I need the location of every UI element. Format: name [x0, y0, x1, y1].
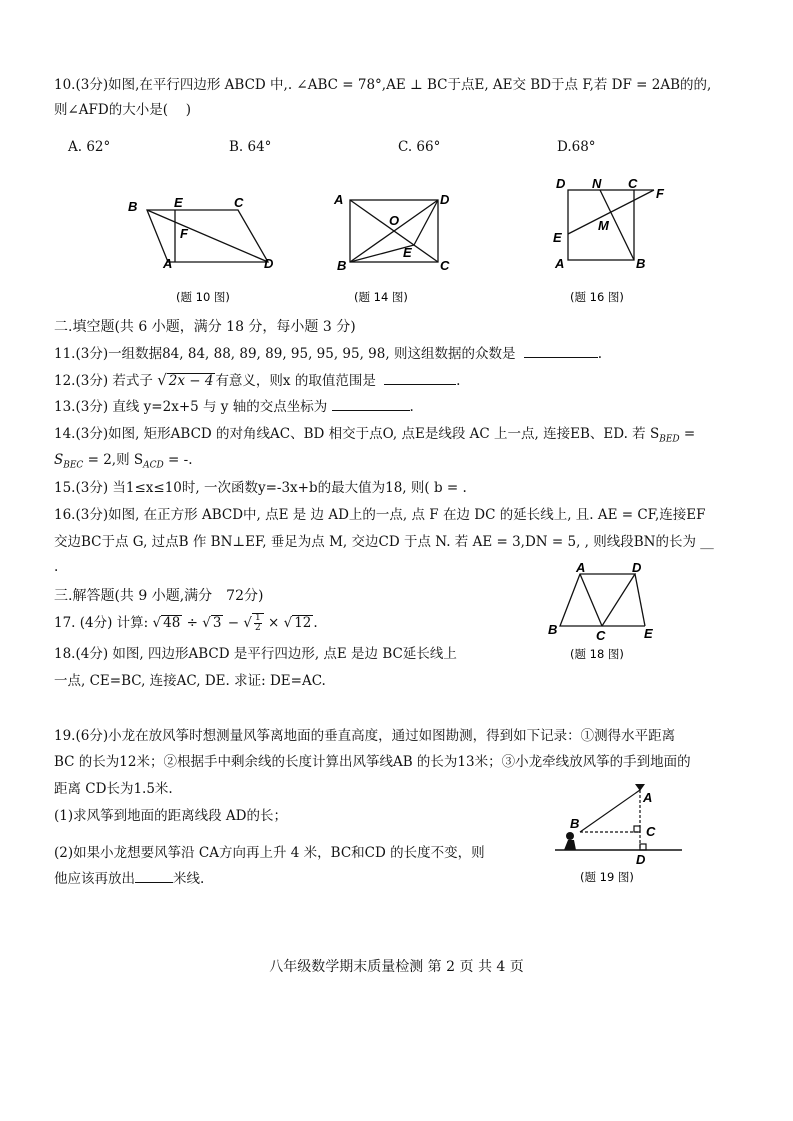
q18-line1: 18.(4分) 如图, 四边形ABCD 是平行四边形, 点E 是边 BC延长线上	[54, 646, 457, 662]
q14-line2-mid: = 2,则 S	[83, 452, 144, 468]
q11-answer-blank[interactable]	[524, 345, 598, 358]
q17-pre: 17. (4分) 计算:	[54, 615, 153, 631]
q19-line1: 19.(6分)小龙在放风筝时想测量风筝离地面的垂直高度，通过如图勘测，得到如下记录：①测得水平距离	[54, 728, 676, 744]
fig16-label-d: D	[556, 176, 566, 191]
q19-part2b-pre: 他应该再放出	[54, 871, 135, 887]
fig14-label-a: A	[334, 192, 344, 207]
fig16-caption: (题 16 图)	[570, 290, 624, 304]
fig18-label-a: A	[576, 562, 586, 575]
q12-post: 有意义，则x 的取值范围是	[215, 373, 376, 389]
q16-line2: 交边BC于点 G, 过点B 作 BN⊥EF, 垂足为点 M, 交边CD 于点 N. 若 AE = 3,DN = 5, , 则线段BN的长为 __	[54, 534, 714, 550]
fig18-label-d: D	[632, 562, 642, 575]
fig18-label-e: E	[644, 626, 653, 641]
q17-frac-num: 1	[254, 613, 261, 623]
person-icon	[564, 832, 576, 850]
figure-18	[540, 562, 670, 662]
fig10-label-c: C	[234, 195, 244, 210]
q17: 17. (4分) 计算: √ 48 ÷ √ 3 − √ $\frac{1}{2}$ × √ 12 .	[54, 613, 318, 633]
fig10-label-b: B	[128, 199, 138, 214]
section-3-heading: 三.解答题(共 9 小题,满分 72分)	[54, 588, 264, 604]
q11: 11.(3分)一组数据84, 84, 88, 89, 89, 95, 95, 95, 98, 则这组数据的众数是 .	[54, 346, 603, 362]
fig18-label-c: C	[596, 628, 606, 643]
q17-div: ÷	[182, 615, 203, 631]
q10-option-c: C. 66°	[398, 139, 441, 155]
q10-option-a: A. 62°	[68, 139, 111, 155]
section-2-heading: 二.填空题(共 6 小题，满分 18 分，每小题 3 分)	[54, 319, 356, 335]
q17-end: .	[313, 615, 318, 631]
q14-sub-bed: BED	[659, 434, 680, 445]
fig19-label-c: C	[646, 824, 656, 839]
fig10-label-d: D	[264, 256, 274, 271]
q19-line3: 距离 CD长为1.5米.	[54, 781, 173, 797]
q14-line2	[54, 451, 193, 475]
q19-part2b-post: 米线.	[173, 871, 205, 887]
q14-line2-s: S	[54, 452, 64, 468]
q13-answer-blank[interactable]	[332, 398, 410, 411]
fig14-label-o: O	[389, 213, 400, 228]
figures-row	[0, 170, 793, 310]
fig10-caption: (题 10 图)	[176, 290, 230, 304]
q17-radicand-48: 48	[163, 615, 181, 631]
q17-radicand-12: 12	[294, 615, 312, 631]
fig18-caption: (题 18 图)	[570, 647, 624, 661]
page-footer: 八年级数学期末质量检测 第 2 页 共 4 页	[269, 959, 524, 975]
q13-text: 13.(3分) 直线 y=2x+5 与 y 轴的交点坐标为	[54, 399, 328, 415]
q16-line3: .	[54, 559, 59, 575]
q16-line1: 16.(3分)如图, 在正方形 ABCD中, 点E 是 边 AD上的一点, 点 F 在边 DC 的延长线上, 且. AE = CF,连接EF	[54, 507, 706, 523]
fig19-label-d: D	[636, 852, 646, 867]
q12-pre: 12.(3分) 若式子	[54, 373, 158, 389]
fig10-label-f: F	[180, 226, 188, 241]
q12-answer-blank[interactable]	[384, 372, 456, 385]
q17-frac-den: 2	[254, 623, 261, 633]
q19-part2b	[54, 870, 204, 888]
q14-line1	[54, 425, 695, 449]
q11-text: 11.(3分)一组数据84, 84, 88, 89, 89, 95, 95, 95, 98, 则这组数据的众数是	[54, 346, 516, 362]
fig19-caption: (题 19 图)	[580, 870, 634, 884]
fig16-label-m: M	[598, 218, 609, 233]
fig14-caption: (题 14 图)	[354, 290, 408, 304]
fig19-label-b: B	[570, 816, 580, 831]
q19-answer-blank[interactable]	[135, 870, 173, 883]
fig10-label-a: A	[163, 256, 173, 271]
q14-line1-end: =	[679, 426, 696, 442]
figure-19	[550, 778, 690, 888]
q10-line1: 10.(3分)如图,在平行四边形 ABCD 中,. ∠ABC = 78°,AE ⊥ BC于点E, AE交 BD于点 F,若 DF = 2AB的的,	[54, 77, 712, 93]
figure-16	[568, 190, 654, 260]
fig16-label-e: E	[553, 230, 562, 245]
q19-part2a: (2)如果小龙想要风筝沿 CA方向再上升 4 米，BC和CD 的长度不变，则	[54, 845, 485, 861]
q12: 12.(3分) 若式子 √ 2x − 4 有意义，则x 的取值范围是 .	[54, 371, 461, 389]
q13: 13.(3分) 直线 y=2x+5 与 y 轴的交点坐标为 .	[54, 399, 414, 415]
fig14-label-c: C	[440, 258, 450, 273]
fig18-label-b: B	[548, 622, 558, 637]
q17-times: ×	[263, 615, 284, 631]
q15: 15.(3分) 当1≤x≤10时, 一次函数y=-3x+b的最大值为18, 则( b = .	[54, 480, 467, 496]
q17-fraction	[254, 614, 262, 633]
fig16-label-c: C	[628, 176, 638, 191]
q10-option-d: D.68°	[557, 139, 596, 155]
q12-radicand: 2x − 4	[168, 373, 214, 389]
q18-line2: 一点, CE=BC, 连接AC, DE. 求证: DE=AC.	[54, 673, 326, 689]
q10-option-b: B. 64°	[229, 139, 272, 155]
q14-sub-acd: ACD	[143, 460, 164, 471]
q14-line1-text: 14.(3分)如图, 矩形ABCD 的对角线AC、BD 相交于点O, 点E是线段 AC 上一点, 连接EB、ED. 若 S	[54, 426, 660, 442]
q17-minus: −	[223, 615, 244, 631]
q19-line2: BC 的长为12米；②根据手中剩余线的长度计算出风筝线AB 的长为13米；③小龙牵线放风筝的手到地面的	[54, 754, 691, 770]
q14-sub-bec: BEC	[63, 460, 84, 471]
fig10-label-e: E	[174, 195, 183, 210]
q14-line2-end: = -.	[163, 452, 193, 468]
fig16-label-b: B	[636, 256, 646, 271]
fig14-label-e: E	[403, 245, 412, 260]
figure-10	[147, 210, 268, 262]
fig14-label-d: D	[440, 192, 450, 207]
fig16-label-n: N	[592, 176, 602, 191]
figure-14	[350, 200, 438, 262]
q19-part1: (1)求风筝到地面的距离线段 AD的长；	[54, 808, 287, 824]
q17-radicand-3: 3	[212, 615, 222, 631]
fig19-label-a: A	[643, 790, 653, 805]
fig16-label-f: F	[656, 186, 664, 201]
q10-line2: 则∠AFD的大小是( )	[54, 102, 192, 118]
fig14-label-b: B	[337, 258, 347, 273]
fig16-label-a: A	[555, 256, 565, 271]
